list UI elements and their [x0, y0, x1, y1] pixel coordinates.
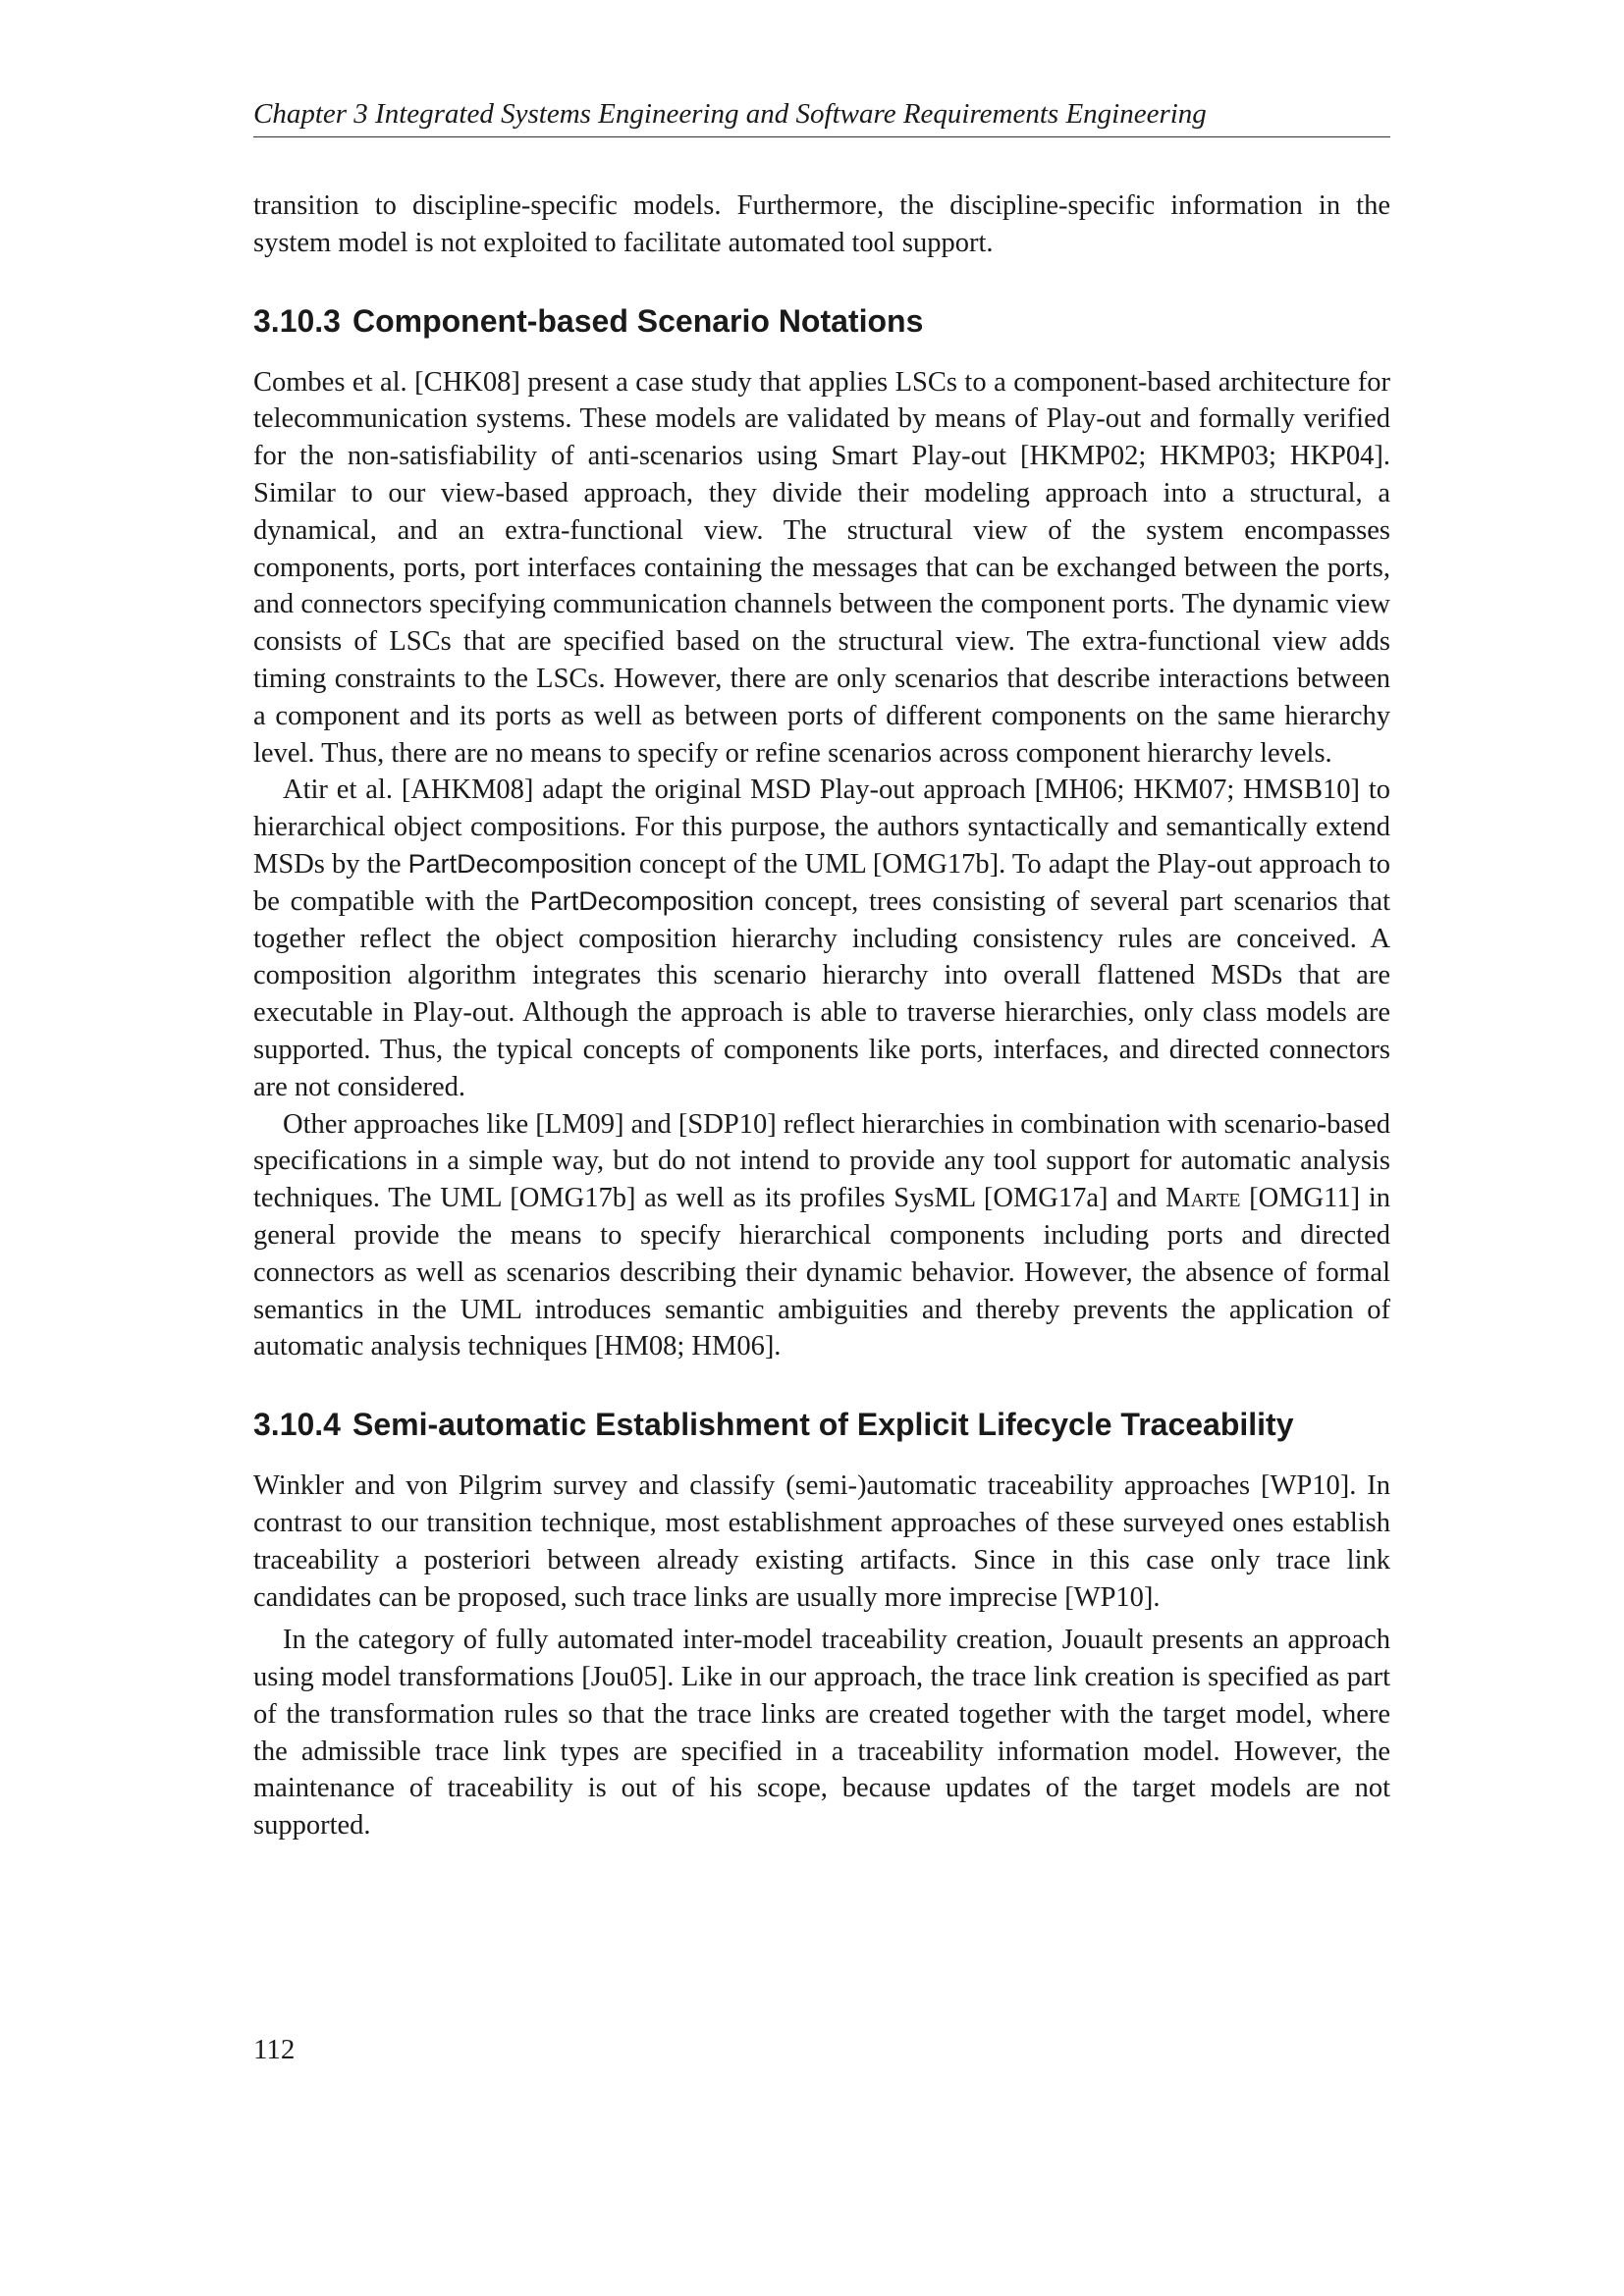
paragraph-text: concept, trees consisting of several part scenarios that together reflect the object composition hierarchy including consistency rules are conceived. A composition algorithm integrates this scenario hierarchy into overall flattened MSDs that are executable in Play-out. Although the approach is able to traverse hierarchies, only class models are supported. Thus, the typical concepts of components like ports, interfaces, and directed connectors are not considered. — [253, 885, 1390, 1102]
section-title: Semi-automatic Establishment of Explicit Lifecycle Traceability — [352, 1407, 1294, 1443]
section-title: Component-based Scenario Notations — [352, 302, 924, 339]
uml-term: PartDecomposition — [407, 848, 632, 879]
page-number: 112 — [253, 2034, 296, 2065]
section-3-10-4-paragraph-2: In the category of fully automated inter-model traceability creation, Jouault presents an approach using model transformations [Jou05]. Like in our approach, the trace link creation is specified as part of the transformation rules so that the trace links are created together with the target model, where the admissible trace link types are specified in a traceability information model. However, the maintenance of traceability is out of his scope, because updates of the target models are not supported. — [253, 1625, 1390, 1842]
document-page — [253, 0, 1390, 2296]
marte-term: Marte — [1165, 1183, 1241, 1214]
section-heading-3-10-3 — [253, 301, 1390, 341]
section-number: 3.10.3 — [253, 302, 341, 339]
uml-term: PartDecomposition — [529, 885, 754, 916]
page-content — [253, 187, 1390, 1844]
paragraph-text: [OMG11] in general provide the means to specify hierarchical components including ports and directed connectors as well as scenarios describing their dynamic behavior. However, the absence of formal semantics in the UML introduces semantic ambiguities and thereby prevents the application of automatic analysis techniques [HM08; HM06]. — [253, 1183, 1390, 1362]
section-3-10-3-paragraph-1: Combes et al. [CHK08] present a case study that applies LSCs to a component-based architecture for telecommunication systems. These models are validated by means of Play-out and formally verified for the non-satisfiability of anti-scenarios using Smart Play-out [HKMP02; HKMP03; HKP04]. Similar to our view-based approach, they divide their modeling approach into a structural, a dynamical, and an extra-functional view. The structural view of the system encompasses components, ports, port interfaces containing the messages that can be exchanged between the ports, and connectors specifying communication channels between the component ports. The dynamic view consists of LSCs that are specified based on the structural view. The extra-functional view adds timing constraints to the LSCs. However, there are only scenarios that describe interactions between a component and its ports as well as between ports of different components on the same hierarchy level. Thus, there are no means to specify or refine scenarios across component hierarchy levels. — [253, 366, 1390, 769]
paragraph-text: Other approaches like [LM09] and [SDP10] reflect hierarchies in combination with scenario-based specifications in a simple way, but do not intend to provide any tool support for automatic analysis techniques. The UML [OMG17b] as well as its profiles SysML [OMG17a] and — [253, 1108, 1390, 1214]
section-heading-3-10-4 — [253, 1405, 1390, 1444]
running-header: Chapter 3 Integrated Systems Engineering and Software Requirements Engineering — [253, 95, 1390, 137]
section-number: 3.10.4 — [253, 1407, 341, 1443]
section-3-10-3-paragraph-3 — [253, 1106, 1390, 1366]
paragraph-text: concept of the UML [OMG17b]. To adapt the Play-out approach to be compatible with the — [253, 848, 1391, 917]
section-3-10-4-paragraph-1: Winkler and von Pilgrim survey and classify (semi-)automatic traceability approaches [WP10]. In contrast to our transition technique, most establishment approaches of these surveyed ones establish traceability a posteriori between already existing artifacts. Since in this case only trace link candidates can be proposed, such trace links are usually more imprecise [WP10]. — [253, 1470, 1390, 1613]
section-3-10-3-paragraph-2 — [253, 772, 1390, 1105]
paragraph-text: Atir et al. [AHKM08] adapt the original MSD Play-out approach [MH06; HKM07; HMSB10] to hierarchical object compositions. For this purpose, the authors syntactically and semantically extend MSDs by the — [253, 774, 1390, 880]
intro-paragraph: transition to discipline-specific models. Furthermore, the discipline-specific information in the system model is not exploited to facilitate automated tool support. — [253, 190, 1390, 258]
